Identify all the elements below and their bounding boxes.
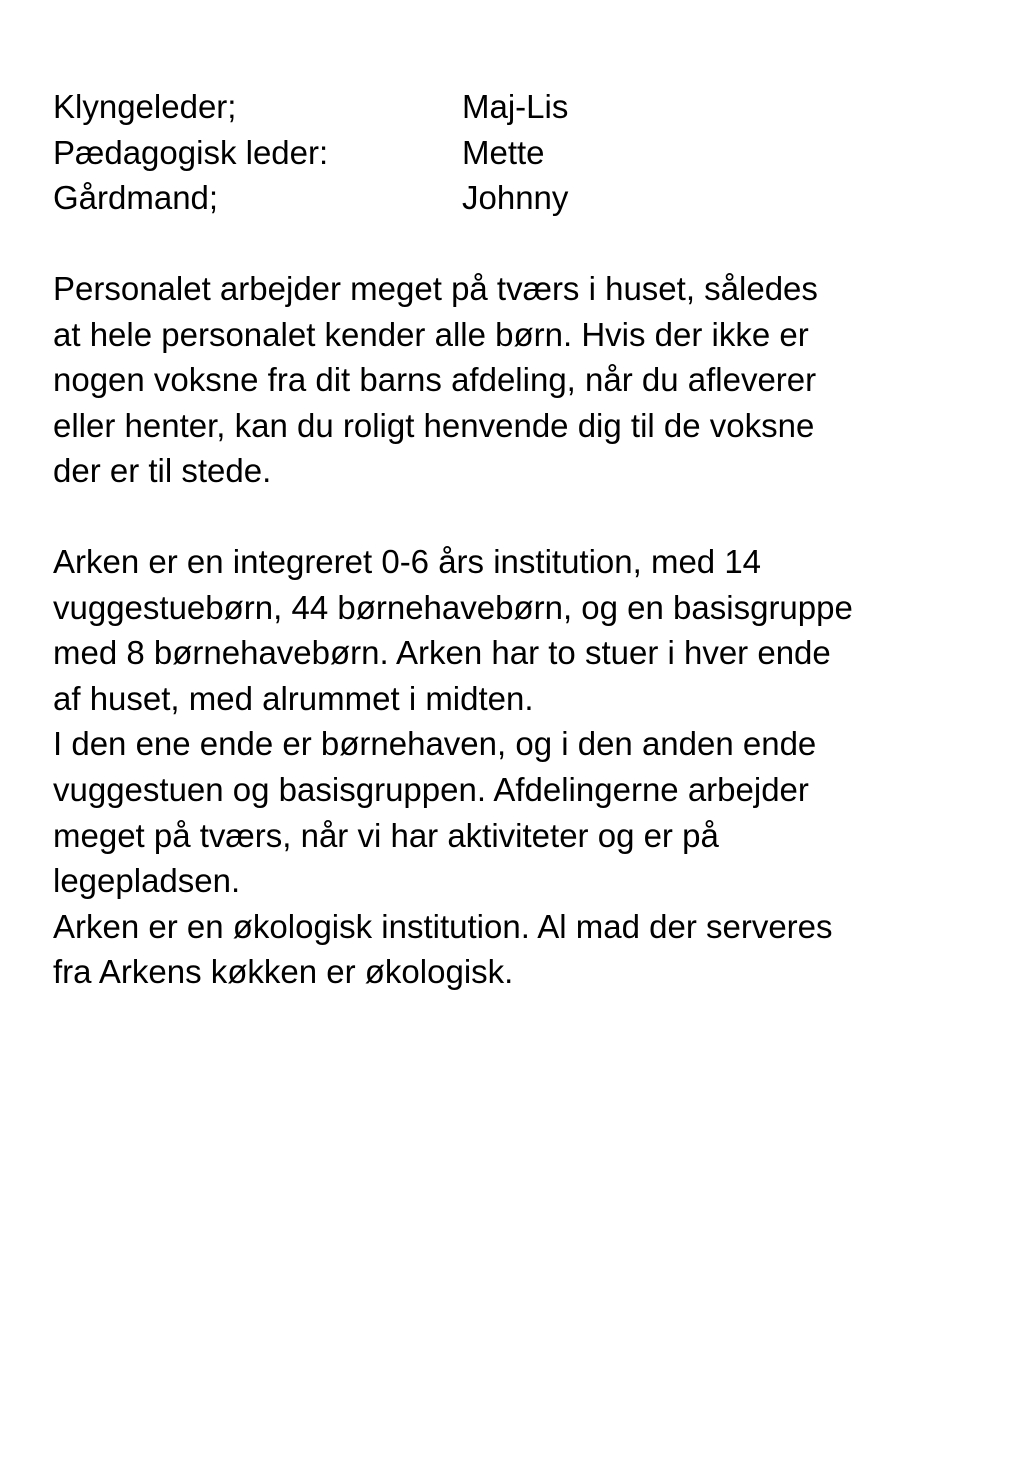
staff-roster bbox=[53, 84, 973, 221]
roster-row bbox=[53, 84, 973, 130]
text-line: Personalet arbejder meget på tværs i huset, således bbox=[53, 270, 818, 307]
text-line: Arken er en integreret 0-6 års institution, med 14 bbox=[53, 543, 762, 580]
roster-role: Pædagogisk leder: bbox=[53, 133, 329, 171]
text-line: Arken er en økologisk institution. Al mad der serveres bbox=[53, 907, 833, 945]
text-line: at hele personalet kender alle børn. Hvis der ikke er bbox=[53, 315, 809, 353]
roster-name: Maj-Lis bbox=[462, 88, 569, 125]
institution-paragraph bbox=[53, 539, 983, 995]
text-line: nogen voksne fra dit barns afdeling, når du afleverer bbox=[53, 361, 817, 399]
text-line: I den ene ende er børnehaven, og i den anden ende bbox=[53, 725, 817, 763]
text-line: der er til stede. bbox=[53, 452, 272, 490]
text-line: eller henter, kan du roligt henvende dig til de voksne bbox=[53, 406, 815, 444]
text-line: vuggestuebørn, 44 børnehavebørn, og en basisgruppe bbox=[53, 588, 853, 626]
roster-row bbox=[53, 175, 973, 221]
roster-role: Klyngeleder; bbox=[53, 88, 237, 125]
text-line: fra Arkens køkken er økologisk. bbox=[53, 953, 514, 991]
roster-name: Mette bbox=[462, 133, 545, 171]
text-line: med 8 børnehavebørn. Arken har to stuer i hver ende bbox=[53, 634, 831, 672]
roster-row bbox=[53, 130, 973, 176]
text-line: vuggestuen og basisgruppen. Afdelingerne arbejder bbox=[53, 770, 809, 808]
staff-paragraph bbox=[53, 266, 983, 494]
text-line: legepladsen. bbox=[53, 862, 241, 900]
roster-name: Johnny bbox=[462, 179, 569, 217]
text-line: af huset, med alrummet i midten. bbox=[53, 679, 534, 717]
text-line: meget på tværs, når vi har aktiviteter og er på bbox=[53, 816, 719, 854]
roster-role: Gårdmand; bbox=[53, 179, 219, 217]
